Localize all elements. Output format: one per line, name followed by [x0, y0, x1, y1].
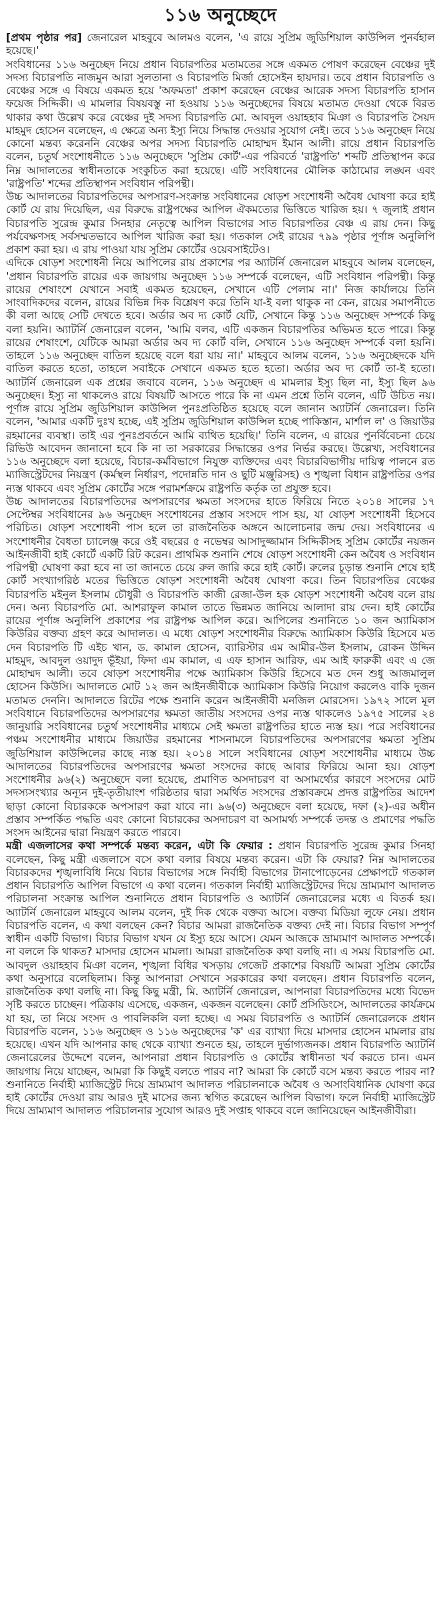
article-title: ১১৬ অনুচ্ছেদে	[164, 5, 277, 26]
news-article	[6, 4, 435, 1608]
continuation-label: [প্রথম পৃষ্ঠার পর]	[6, 32, 82, 44]
lead-text: জেনারেল মাহবুবে আলমও বলেন, 'এ রায়ে সুপ্রিম জুডিশিয়াল কাউন্সিল পুনর্বহাল হয়েছে।'	[6, 32, 435, 58]
body-paragraph-2: উচ্চ আদালতের বিচারপতিদের অপসারণ-সংক্রান্ত সংবিধানের ষোড়শ সংশোধনী অবৈধ ঘোষণা করে হাই কোর্ট যে রায় দিয়েছিল, এর বিরুদ্ধে রাষ্ট্রপক্ষের আপিল ঐকমত্যের ভিত্তিতে খারিজ হয়। ৭ জুলাই প্রধান বিচারপতি সুরেন্দ্র কুমার সিনহার নেতৃত্বে আপিল বিভাগের সাত বিচারপতির বেঞ্চ এ রায় দেন। কিছু পর্যবেক্ষণসহ সর্বসম্মতভাবে আপিল খারিজ করা হয়। গতকাল সেই রায়ের ৭৯৯ পৃষ্ঠার পূর্ণাঙ্গ অনুলিপি প্রকাশ করা হয়। এ রায় পাওয়া যায় সুপ্রিম কোর্টের ওয়েবসাইটেও।	[6, 191, 435, 256]
section-text: প্রধান বিচারপতি সুরেন্দ্র কুমার সিনহা বলেছেন, কিছু মন্ত্রী এজলাসে বসে কথা বলার বিষয়ে মন্তব্য করেন। এটা কি ফেয়ার? নিম্ন আদালতের বিচারকদের শৃঙ্খলাবিধি নিয়ে বিচার বিভাগের সঙ্গে নির্বাহী বিভাগের টানাপোড়েনের প্রেক্ষাপটে গতকাল প্রধান বিচারপতি আপিল বিভাগে এ কথা বলেন। গতকাল নির্বাহী ম্যাজিস্ট্রেটদের দিয়ে ভ্রাম্যমাণ আদালত পরিচালনা সংক্রান্ত আপিল শুনানিতে প্রধান বিচারপতি ও অ্যাটর্নি জেনারেলের মধ্যে এ বিতর্ক হয়। অ্যাটর্নি জেনারেল মাহবুবে আলম বলেন, দুই দিক থেকে বক্তব্য আসে। বক্তব্য মিডিয়া লুফে নেয়। প্রধান বিচারপতি বলেন, এ কথা বলছেন কেন? বিচার আমরা রাজনৈতিক বক্তব্য দেই না। বিচার বিভাগ সম্পূর্ণ স্বাধীন একটি বিভাগ। বিচার বিভাগ যখন যে ইস্যু হয়ে আসে। যেমন আজকে ভ্রাম্যমাণ আদালত সম্পর্কে। না বললে কি থাকত? মাসদার হোসেন মামলা। আমরা রাজনৈতিক কথা বলছি না। এ সময় বিচারপতি মো. আবদুল ওয়াহহাব মিঞা বলেন, শৃঙ্খলা বিধির খসড়ায় গেজেট প্রকাশের বিষয়টি আমরা সুপ্রিম কোর্টের কথা অনুসারে বলেছিলাম। কিন্তু আপনারা সেখানে সরকারের কথা বলছেন। প্রধান বিচারপতি বলেন, রাজনৈতিক কথা বলছি না। কিছু কিছু মন্ত্রী, মি. অ্যাটর্নি জেনারেল, আপনারা বিচারপতিদের মধ্যে বিভেদ সৃষ্টি করতে চাচ্ছেন। পত্রিকায় এসেছে, একজন, একজন বলেছেন। কোর্ট প্রসিডিংসে, আদালতের কার্যক্রমে যা হয়, তা নিয়ে সংসদ ও পাবলিকলি বলা হচ্ছে। এ সময় বিচারপতি ও অ্যাটর্নি জেনারেলকে প্রধান বিচারপতি বলেন, ১১৬ অনুচ্ছেদ ও ১১৬ অনুচ্ছেদের 'ক' এর ব্যাখ্যা দিয়ে মাসদার হোসেন মামলার রায় হয়েছে। এখন যদি আপনার কাছ থেকে ব্যাখ্যা শুনতে হয়, তাহলে দুর্ভাগ্যজনক। প্রধান বিচারপতি অ্যাটর্নি জেনারেলের উদ্দেশে বলেন, আপনারা প্রধান বিচারপতি ও কোর্টের স্বাধীনতা খর্ব করতে চান। এমন জায়গায় নিয়ে যাচ্ছেন, আমরা কি কিছুই বলতে পারব না? আমরা কি কোর্টে বসে মন্তব্য করতে পারব না? শুনানিতে নির্বাহী ম্যাজিস্ট্রেট দিয়ে ভ্রাম্যমাণ আদালত পরিচালনাকে অবৈধ ও অসাংবিধানিক ঘোষণা করে হাই কোর্টের দেওয়া রায় আরও দুই মাসের জন্য স্থগিত করেছেন আপিল বিভাগ। ফলে নির্বাহী ম্যাজিস্ট্রেট দিয়ে ভ্রাম্যমাণ আদালত পরিচালনার সুযোগ আরও দুই সপ্তাহ থাকবে বলে জানিয়েছেন আইনজীবীরা।	[6, 840, 435, 1118]
body-paragraph-3: এদিকে ষোড়শ সংশোধনী নিয়ে আপিলের রায় প্রকাশের পর অ্যাটর্নি জেনারেল মাহবুবে আলম বলেছেন, 'প্রধান বিচারপতি রায়ের এক জায়গায় অনুচ্ছেদ ১১৬ সম্পর্কে বলেছেন, এটি সংবিধান পরিপন্থী। কিন্তু রায়ের শেষাংশে যেখানে সবাই একমত হয়েছেন, সেখানে এটি পেলাম না।' নিজ কার্যালয়ে তিনি সাংবাদিকদের বলেন, রায়ের বিভিন্ন দিক বিশ্লেষণ করে তিনি যা-ই বলা থাকুক না কেন, রায়ের সমাপনীতে কী বলা আছে সেটি দেখতে হবে। অর্ডার অব দ্য কোর্ট যেটি, সেখানে কিন্তু ১১৬ অনুচ্ছেদ সম্পর্কে কিছু বলা হয়নি। অ্যাটর্নি জেনারেল বলেন, 'আমি বলব, এটি একজন বিচারপতির অভিমত হতে পারে। কিন্তু রায়ের শেষাংশে, যেটিকে আমরা অর্ডার অব দ্য কোর্ট বলি, সেখানে ১১৬ অনুচ্ছেদ সম্পর্কে বলা হয়নি। তাহলে ১১৬ অনুচ্ছেদ বাতিল হয়েছে বলে ধরা যায় না।' মাহবুবে আলম বলেন, ১১৬ অনুচ্ছেদকে যদি বাতিল করতে হতো, তাহলে সবাইকে সেখানে একমত হতে হতো। অর্ডার অব দ্য কোর্ট তা-ই হতো। অ্যাটর্নি জেনারেল এক প্রশ্নের জবাবে বলেন, ১১৬ অনুচ্ছেদ এ মামলার ইস্যু ছিল না, ইস্যু ছিল ৯৬ অনুচ্ছেদ। ইস্যু না থাকলেও রায়ে বিষয়টি আসতে পারে কি না এমন প্রশ্নে তিনি বলেন, এটি উচিত নয়। পূর্ণাঙ্গ রায়ে সুপ্রিম জুডিশিয়াল কাউন্সিল পুনঃপ্রতিষ্ঠিত হয়েছে বলে জানান অ্যাটর্নি জেনারেল। তিনি বলেন, 'আমার একটি দুঃখ হচ্ছে, এই সুপ্রিম জুডিশিয়াল কাউন্সিল হচ্ছে পাকিস্তান, মার্শাল ল' ও জিয়াউর রহমানের ব্যবস্থা। তাই এর পুনঃপ্রবর্তনে আমি ব্যথিত হয়েছি।' তিনি বলেন, এ রায়ের পুনর্বিবেচনা চেয়ে রিভিউ আবেদন জানানো হবে কি না তা সরকারের সিদ্ধান্তের ওপর নির্ভর করছে। উল্লেখ্য, সংবিধানের ১১৬ অনুচ্ছেদে বলা হয়েছে, বিচার-কর্মবিভাগে নিযুক্ত ব্যক্তিদের এবং বিচারবিভাগীয় দায়িত্ব পালনে রত ম্যাজিস্ট্রেটদের নিয়ন্ত্রণ (কর্মস্থল নির্ধারণ, পদোন্নতি দান ও ছুটি মঞ্জুরিসহ) ও শৃঙ্খলা বিধান রাষ্ট্রপতির ওপর ন্যস্ত থাকবে এবং সুপ্রিম কোর্টের সঙ্গে পরামর্শক্রমে রাষ্ট্রপতি কর্তৃক তা প্রযুক্ত হবে।	[6, 257, 435, 495]
body-paragraph-1: সংবিধানের ১১৬ অনুচ্ছেদ নিয়ে প্রধান বিচারপতির মতামতের সঙ্গে একমত পোষণ করেছেন বেঞ্চের দুই সদস্য বিচারপতি নাজমুন আরা সুলতানা ও বিচারপতি মির্জা হোসেইন হায়দার। তবে প্রধান বিচারপতি ও বেঞ্চের সঙ্গে এ বিষয়ে একমত হয়ে 'অফমতা' প্রকাশ করেছেন বেঞ্চের আরেক সদস্য বিচারপতি হাসান ফয়েজ সিদ্দিকী। এ মামলার বিষয়বস্তু না হওয়ায় ১১৬ অনুচ্ছেদের বিষয়ে মতামত দেওয়া থেকে বিরত থাকার কথা উল্লেখ করে বেঞ্চের দুই সদস্য বিচারপতি মো. আবদুল ওয়াহহাব মিঞা ও বিচারপতি সৈয়দ মাহমুদ হোসেন বলেছেন, এ ক্ষেত্রে অন্য ইস্যু নিয়ে সিদ্ধান্ত দেওয়ার সুযোগ নেই। তবে ১১৬ অনুচ্ছেদ নিয়ে কোনো মন্তব্য করেননি বেঞ্চের অপর সদস্য বিচারপতি মোহাম্মদ ইমান আলী। রায়ে প্রধান বিচারপতি বলেন, চতুর্থ সংশোধনীতে ১১৬ অনুচ্ছেদে 'সুপ্রিম কোর্ট'-এর পরিবর্তে 'রাষ্ট্রপতি' শব্দটি প্রতিস্থাপন করে নিম্ন আদালতের স্বাধীনতাকে সংকুচিত করা হয়েছে। এটি সংবিধানের মৌলিক কাঠামোর লঙ্ঘন এবং 'রাষ্ট্রপতি' শব্দের প্রতিস্থাপন সংবিধান পরিপন্থী।	[6, 58, 435, 190]
lead-paragraph	[6, 32, 435, 59]
section-paragraph	[6, 840, 435, 1118]
section-heading: মন্ত্রী এজলাসের কথা সম্পর্কে মন্তব্য করেন, এটা কি ফেয়ার :	[6, 840, 273, 853]
body-paragraph-4: উচ্চ আদালতের বিচারপতিদের অপসারণের ক্ষমতা সংসদের হাতে ফিরিয়ে নিতে ২০১৪ সালের ১৭ সেপ্টেম্বর সংবিধানের ৯৬ অনুচ্ছেদ সংশোধনের প্রস্তাব সংসদে পাস হয়, যা ষোড়শ সংশোধনী হিসেবে পরিচিত। ষোড়শ সংশোধনী পাস হলে তা রাজনৈতিক অঙ্গনে আলোচনার জন্ম দেয়। সংবিধানের এ সংশোধনীর বৈধতা চ্যালেঞ্জ করে ওই বছরের ৫ নভেম্বর আসাদুজ্জামান সিদ্দিকীসহ সুপ্রিম কোর্টের নয়জন আইনজীবী হাই কোর্টে একটি রিট করেন। প্রাথমিক শুনানি শেষে ষোড়শ সংশোধনী কেন অবৈধ ও সংবিধান পরিপন্থী ঘোষণা করা হবে না তা জানতে চেয়ে রুল জারি করে হাই কোর্ট। রুলের চূড়ান্ত শুনানি শেষে হাই কোর্ট সংখ্যাগরিষ্ঠ মতের ভিত্তিতে ষোড়শ সংশোধনী অবৈধ ঘোষণা করে। তিন বিচারপতির বেঞ্চের বিচারপতি মইনুল ইসলাম চৌধুরী ও বিচারপতি কাজী রেজা-উল হক ষোড়শ সংশোধনী অবৈধ বলে রায় দেন। অন্য বিচারপতি মো. আশরাফুল কামাল তাতে ভিন্নমত জানিয়ে আলাদা রায় দেন। হাই কোর্টের রায়ের পূর্ণাঙ্গ অনুলিপি প্রকাশের পর রাষ্ট্রপক্ষ আপিল করে। আপিলের শুনানিতে ১০ জন অ্যামিকাস কিউরির বক্তব্য গ্রহণ করে আদালত। এ মধ্যে ষোড়শ সংশোধনীর বিরুদ্ধে অ্যামিকাস কিউরি হিসেবে মত দেন বিচারপতি টি এইচ খান, ড. কামাল হোসেন, ব্যারিস্টার এম আমীর-উল ইসলাম, রোকন উদ্দিন মাহমুদ, আবদুল ওয়াদুদ ভূঁইয়া, ফিদা এম কামাল, এ এফ হাসান আরিফ, এম আই ফারুকী এবং এ জে মোহাম্মদ আলী। তবে ষোড়শ সংশোধনীর পক্ষে অ্যামিকাস কিউরি হিসেবে মত দেন শুধু আজমালুল হোসেন কিউসি। আদালতে মোট ১২ জন আইনজীবীকে অ্যামিকাস কিউরি নিয়োগ করলেও বাকি দুজন মতামত দেননি। আদালতে রিটের পক্ষে শুনানি করেন আইনজীবী মনজিল মোরসেদ। ১৯৭২ সালে মূল সংবিধানে বিচারপতিদের অপসারণের ক্ষমতা জাতীয় সংসদের ওপর ন্যস্ত থাকলেও ১৯৭৫ সালের ২৪ জানুয়ারি সংবিধানের চতুর্থ সংশোধনীর মাধ্যমে সেই ক্ষমতা রাষ্ট্রপতির হাতে ন্যস্ত হয়। পরে সংবিধানের পঞ্চম সংশোধনীর মাধ্যমে জিয়াউর রহমানের শাসনামলে বিচারপতিদের অপসারণের ক্ষমতা সুপ্রিম জুডিশিয়াল কাউন্সিলের কাছে ন্যস্ত হয়। ২০১৪ সালে সংবিধানের ষোড়শ সংশোধনীর মাধ্যমে উচ্চ আদালতের বিচারপতিদের অপসারণের ক্ষমতা সংসদের কাছে আবার ফিরিয়ে আনা হয়। ষোড়শ সংশোধনীর ৯৬(২) অনুচ্ছেদে বলা হয়েছে, প্রমাণিত অসদাচরণ বা অসামর্থ্যের কারণে সংসদের মোট সদস্যসংখ্যার অন্যূন দুই-তৃতীয়াংশ গরিষ্ঠতার দ্বারা সমর্থিত সংসদের প্রস্তাবক্রমে প্রদত্ত রাষ্ট্রপতির আদেশ ছাড়া কোনো বিচারককে অপসারণ করা যাবে না। ৯৬(৩) অনুচ্ছেদে বলা হয়েছে, দফা (২)-এর অধীন প্রস্তাব সম্পর্কিত পদ্ধতি এবং কোনো বিচারকের অসদাচরণ বা অসামর্থ্য সম্পর্কে তদন্ত ও প্রমাণের পদ্ধতি সংসদ আইনের দ্বারা নিয়ন্ত্রণ করতে পারবে।	[6, 495, 435, 839]
